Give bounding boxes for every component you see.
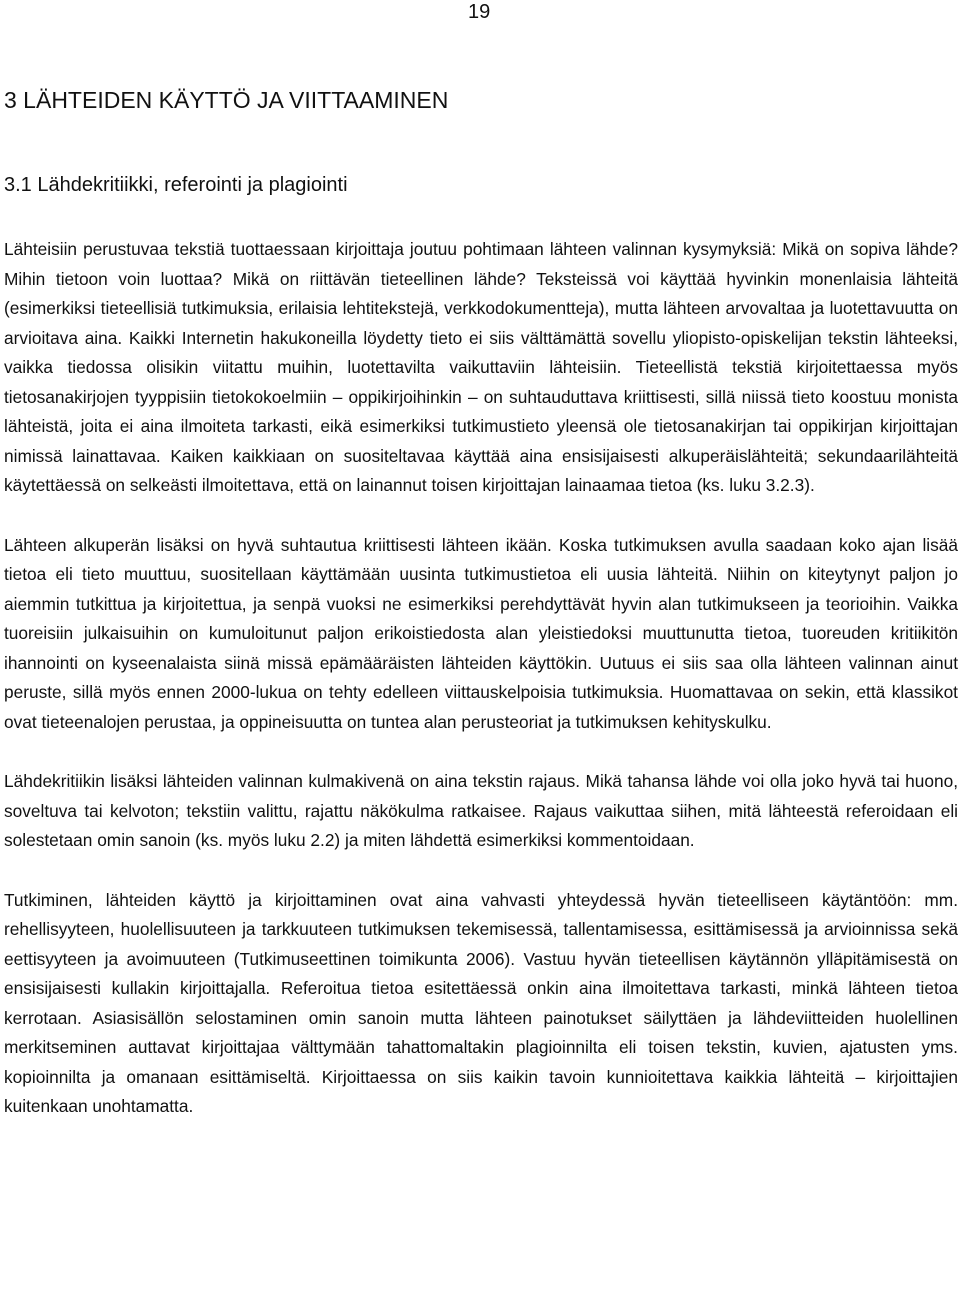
- paragraph-3: Lähdekritiikin lisäksi lähteiden valinnan kulmakivenä on aina tekstin rajaus. Mikä tahansa lähde voi olla joko hyvä tai huono, soveltuva tai kelvoton; tekstiin valittu, rajattu näkökulma ratkaisee. Rajaus vaikuttaa siihen, mitä lähteestä referoidaan eli solestetaan omin sanoin (ks. myös luku 2.2) ja miten lähdettä esimerkiksi kommentoidaan.: [4, 771, 958, 850]
- page-number: 19: [468, 1, 491, 23]
- paragraph-4: Tutkiminen, lähteiden käyttö ja kirjoittaminen ovat aina vahvasti yhteydessä hyvän tieteelliseen käytäntöön: mm. rehellisyyteen, huolellisuuteen ja tarkkuuteen tutkimuksen tekemisessä, tallentamisessa, esittämisessä ja arvioinnissa sekä eettisyyteen ja avoimuuteen (Tutkimuseettinen toimikunta 2006). Vastuu hyvän tieteellisen käytännön ylläpitämisestä on ensisijaisesti kullakin kirjoittajalla. Referoitua tietoa esitettäessä onkin aina ilmoitettava tarkasti, minkä lähteen tietoa kerrotaan. Asiasisällön selostaminen omin sanoin mutta lähteen painotukset säilyttäen ja lähdeviitteiden huolellinen merkitseminen auttavat kirjoittajaa välttymään tahattomaltakin plagioinnilta eli toisen tekstin, kuvien, ajatusten yms. kopioinnilta ja omanaan esittämiseltä. Kirjoittaessa on siis kaikin tavoin kunnioitettava kaikkia lähteitä – kirjoittajien kuitenkaan unohtamatta.: [4, 889, 958, 1116]
- paragraph-2: Lähteen alkuperän lisäksi on hyvä suhtautua kriittisesti lähteen ikään. Koska tutkimuksen avulla saadaan koko ajan lisää tietoa eli tieto muuttuu, suositellaan käyttämään uusinta tutkimustietoa eli uusia lähteitä. Niihin on kiteytynyt paljon jo aiemmin tutkittua ja kirjoitettua, ja senpä vuoksi ne esimerkiksi perehdyttävät hyvin alan tutkimukseen ja teorioihin. Vaikka tuoreisiin julkaisuihin on kumuloitunut paljon erikoistiedosta alan yleistiedoksi muuttunutta tietoa, tuoreuden kritiikitön ihannointi on kyseenalaista siinä missä epämääräisten lähteiden käyttökin. Uutuus ei siis saa olla lähteen valinnan ainut peruste, sillä myös ennen 2000-lukua on tehty edelleen viittauskelpoisia tutkimuksia. Huomattavaa on sekin, että klassikot ovat tieteenalojen perustaa, ja oppineisuutta on tuntea alan perusteoriat ja tutkimuksen kehityskulku.: [4, 534, 958, 732]
- section-heading: 3.1 Lähdekritiikki, referointi ja plagiointi: [4, 174, 348, 196]
- body-text: [4, 235, 958, 1152]
- chapter-heading: 3 LÄHTEIDEN KÄYTTÖ JA VIITTAAMINEN: [4, 87, 449, 113]
- paragraph-1: Lähteisiin perustuvaa tekstiä tuottaessaan kirjoittaja joutuu pohtimaan lähteen valinnan kysymyksiä: Mikä on sopiva lähde? Mihin tietoon voin luottaa? Mikä on riittävän tieteellinen lähde? Teksteissä voi käyttää hyvinkin monenlaisia lähteitä (esimerkiksi tieteellisiä tutkimuksia, erilaisia lehtitekstejä, verkkodokumentteja), mutta lähteen arvovaltaa ja luotettavuutta on arvioitava aina. Kaikki Internetin hakukoneilla löydetty tieto ei siis välttämättä sovellu yliopisto-opiskelijan tekstin lähteeksi, vaikka tiedossa olisikin viitattu muihin, luotettavilta vaikuttaviin lähteisiin. Tieteellistä tekstiä kirjoitettaessa myös tietosanakirjojen tyyppisiin tietokokoelmiin – oppikirjoihinkin – on suhtauduttava kriittisesti, sillä niissä tieto koostuu monista lähteistä, joita ei aina ilmoiteta tarkasti, eikä esimerkiksi tutkimustieto yleensä ole tietosanakirjan tai oppikirjan kirjoittajan nimissä lainattavaa. Kaiken kaikkiaan on suositeltavaa käyttää aina ensisijaisesti alkuperäislähteitä; sekundaarilähteitä käytettäessä on selkeästi ilmoitettava, että on lainannut toisen kirjoittajan lainaamaa tietoa (ks. luku 3.2.3).: [4, 239, 958, 495]
